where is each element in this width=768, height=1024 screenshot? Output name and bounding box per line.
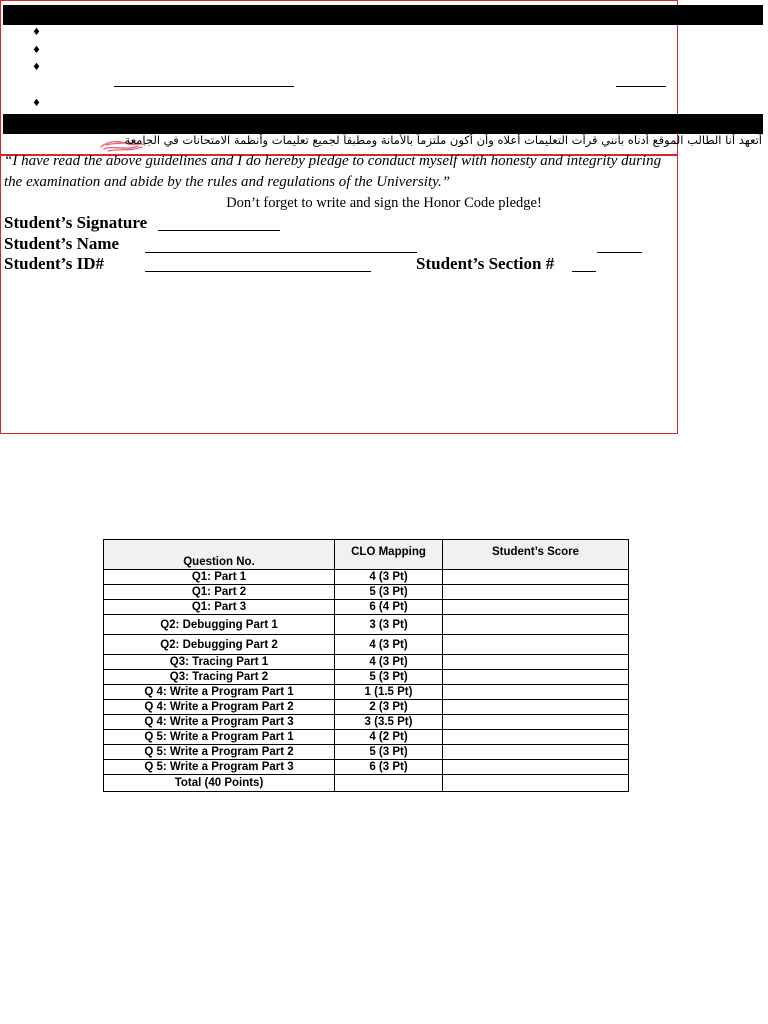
table-row — [104, 745, 629, 760]
question-cell: Q1: Part 2 — [104, 585, 335, 600]
clo-cell: 1 (1.5 Pt) — [335, 685, 443, 700]
bullet-icon: ♦ — [32, 45, 41, 56]
question-cell: Q3: Tracing Part 2 — [104, 670, 335, 685]
header-score: Student’s Score — [443, 540, 629, 570]
question-cell: Q1: Part 1 — [104, 570, 335, 585]
table-row — [104, 615, 629, 635]
clo-cell: 4 (3 Pt) — [335, 635, 443, 655]
score-cell[interactable] — [443, 745, 629, 760]
score-cell[interactable] — [443, 760, 629, 775]
total-clo-cell — [335, 775, 443, 792]
clo-cell: 4 (3 Pt) — [335, 570, 443, 585]
score-table — [103, 539, 629, 792]
question-cell: Q 5: Write a Program Part 3 — [104, 760, 335, 775]
score-cell[interactable] — [443, 730, 629, 745]
signature-field[interactable] — [158, 230, 280, 231]
score-cell[interactable] — [443, 715, 629, 730]
total-score-cell[interactable] — [443, 775, 629, 792]
id-label: Student’s ID# — [4, 254, 104, 273]
table-row — [104, 655, 629, 670]
score-cell[interactable] — [443, 700, 629, 715]
blank-line-left[interactable] — [114, 86, 294, 87]
instructions-header-bar — [3, 5, 763, 25]
table-row — [104, 730, 629, 745]
table-total-row — [104, 775, 629, 792]
question-cell: Q 5: Write a Program Part 2 — [104, 745, 335, 760]
score-cell[interactable] — [443, 585, 629, 600]
score-cell[interactable] — [443, 635, 629, 655]
pledge-english: “I have read the above guidelines and I do hereby pledge to conduct myself with honesty and integrity during the examination and abide by the rules and regulations of the University.” — [4, 153, 662, 190]
clo-cell: 3 (3 Pt) — [335, 615, 443, 635]
name-field-extra[interactable] — [597, 252, 642, 253]
table-row — [104, 670, 629, 685]
clo-cell: 4 (3 Pt) — [335, 655, 443, 670]
question-cell: Q 4: Write a Program Part 3 — [104, 715, 335, 730]
clo-cell: 4 (2 Pt) — [335, 730, 443, 745]
table-header-row — [104, 540, 629, 570]
score-cell[interactable] — [443, 600, 629, 615]
question-cell: Q2: Debugging Part 2 — [104, 635, 335, 655]
bullet-icon: ♦ — [32, 62, 41, 73]
table-row — [104, 685, 629, 700]
score-cell[interactable] — [443, 670, 629, 685]
score-cell[interactable] — [443, 570, 629, 585]
bullet-icon: ♦ — [32, 27, 41, 38]
table-row — [104, 570, 629, 585]
blank-line-right[interactable] — [616, 86, 666, 87]
section-label: Student’s Section # — [416, 254, 555, 273]
score-cell[interactable] — [443, 615, 629, 635]
question-cell: Q3: Tracing Part 1 — [104, 655, 335, 670]
question-cell: Q2: Debugging Part 1 — [104, 615, 335, 635]
header-question: Question No. — [104, 540, 335, 570]
bullet-icon: ♦ — [32, 98, 41, 109]
table-row — [104, 600, 629, 615]
table-row — [104, 635, 629, 655]
score-cell[interactable] — [443, 655, 629, 670]
table-row — [104, 585, 629, 600]
table-row — [104, 715, 629, 730]
header-clo: CLO Mapping — [335, 540, 443, 570]
id-field[interactable] — [145, 271, 371, 272]
name-label: Student’s Name — [4, 234, 120, 253]
clo-cell: 5 (3 Pt) — [335, 670, 443, 685]
clo-cell: 6 (4 Pt) — [335, 600, 443, 615]
score-cell[interactable] — [443, 685, 629, 700]
signature-label: Student’s Signature — [4, 213, 148, 232]
question-cell: Q 4: Write a Program Part 1 — [104, 685, 335, 700]
question-cell: Q1: Part 3 — [104, 600, 335, 615]
clo-cell: 3 (3.5 Pt) — [335, 715, 443, 730]
question-cell: Q 4: Write a Program Part 2 — [104, 700, 335, 715]
clo-cell: 5 (3 Pt) — [335, 585, 443, 600]
pledge-reminder: Don’t forget to write and sign the Honor Code pledge! — [226, 195, 542, 211]
table-row — [104, 700, 629, 715]
total-label-cell: Total (40 Points) — [104, 775, 335, 792]
clo-cell: 2 (3 Pt) — [335, 700, 443, 715]
question-cell: Q 5: Write a Program Part 1 — [104, 730, 335, 745]
pledge-arabic: أتعهد أنا الطالب الموقع أدناه بأنني قرأت التعليمات أعلاه وأن أكون ملتزماً بالأمانة ومطبقاً لجميع تعليمات وأنظمة الامتحانات في الجامعة — [124, 133, 762, 147]
clo-cell: 5 (3 Pt) — [335, 745, 443, 760]
name-field[interactable] — [145, 252, 417, 253]
table-row — [104, 760, 629, 775]
section-field[interactable] — [572, 271, 596, 272]
pledge-header-bar — [3, 114, 763, 134]
clo-cell: 6 (3 Pt) — [335, 760, 443, 775]
honor-code-box — [0, 27, 762, 434]
